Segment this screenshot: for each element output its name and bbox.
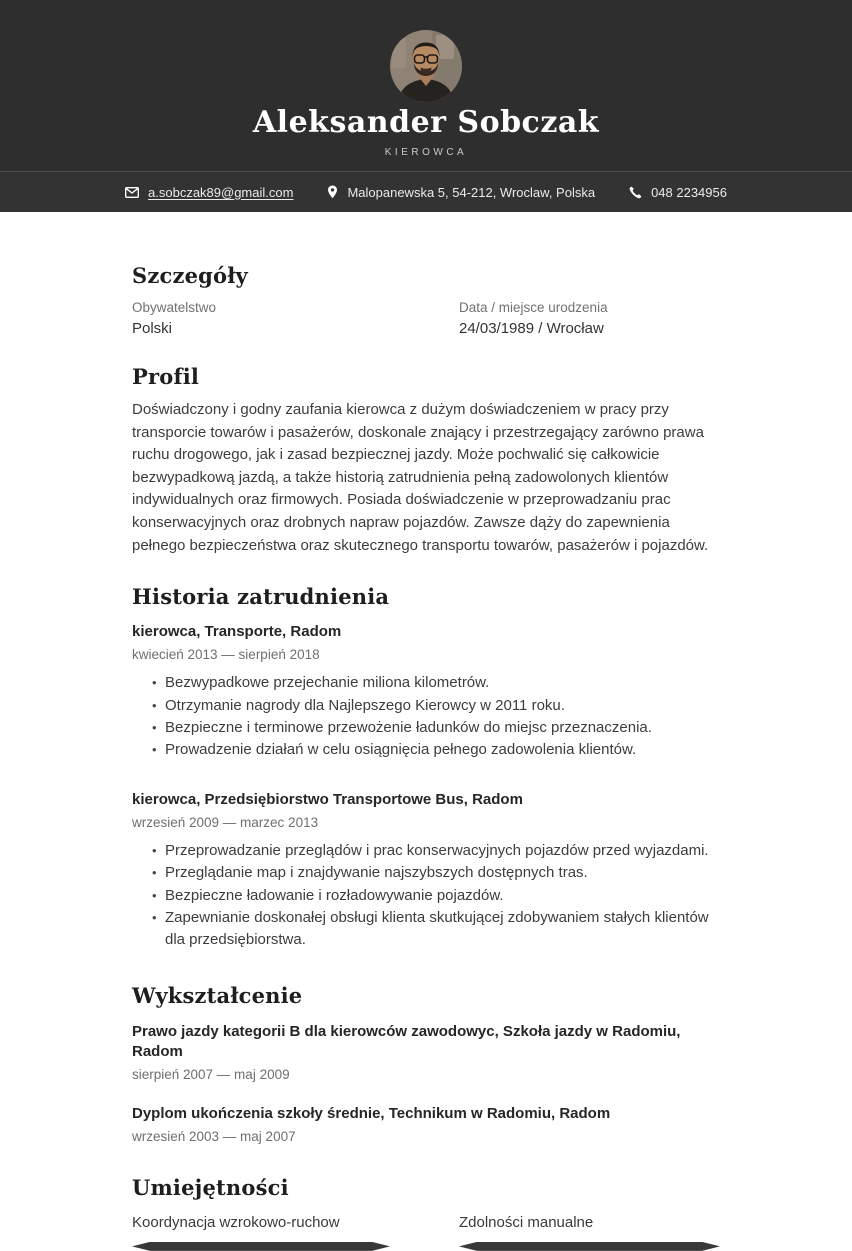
section-education: [132, 983, 720, 1144]
skill-level-fill: [459, 1242, 720, 1251]
job-title: kierowca, Transporte, Radom: [132, 623, 342, 641]
job-bullet-list: [152, 672, 720, 762]
skills-heading: Umiejętności: [132, 1174, 289, 1200]
contact-phone: [629, 185, 727, 200]
nationality-label: Obywatelstwo: [132, 300, 217, 315]
detail-nationality: [132, 300, 459, 337]
job-dates: wrzesień 2009 — marzec 2013: [132, 814, 319, 830]
skill-item: [132, 1214, 390, 1251]
education-dates: sierpień 2007 — maj 2009: [132, 1066, 290, 1082]
skill-level-bar: [132, 1242, 390, 1251]
section-employment: [132, 584, 720, 952]
education-entry: [132, 1104, 720, 1144]
education-entry: [132, 1022, 720, 1082]
job-bullet: • Bezpieczne i terminowe przewożenie ładunków do miejsc przeznaczenia.: [152, 717, 720, 739]
job-bullet: • Bezpieczne ładowanie i rozładowywanie pojazdów.: [152, 885, 720, 907]
header: [0, 0, 852, 171]
avatar: [390, 30, 462, 102]
job-bullet: • Prowadzenie działań w celu osiągnięcia pełnego zadowolenia klientów.: [152, 739, 720, 761]
details-heading: Szczegóły: [132, 263, 248, 288]
details-grid: [132, 300, 720, 337]
skill-level-bar: [459, 1242, 720, 1251]
skills-grid: [132, 1214, 720, 1251]
education-heading: Wykształcenie: [132, 982, 303, 1008]
skill-level-fill: [132, 1242, 390, 1251]
profile-heading: Profil: [132, 364, 200, 389]
avatar-photo-illustration: [390, 30, 462, 102]
address-text: Malopanewska 5, 54-212, Wroclaw, Polska: [347, 184, 596, 200]
job-bullet: • Bezwypadkowe przejechanie miliona kilometrów.: [152, 672, 720, 694]
email-icon: [125, 187, 139, 198]
profile-text: Doświadczony i godny zaufania kierowca z dużym doświadczeniem w pracy przy transporcie towarów i pasażerów, doskonale znający i przestrzegający zarówno prawa ruchu drogowego, jak i zasad bezpiecznej jazdy. Może pochwalić się całkowicie bezwypadkową jazdą, a także historią zatrudnienia pełną zadowolonych klientów indywidualnych oraz firmowych. Posiada doświadczenie w przeprowadzaniu prac konserwacyjnych oraz drobnych napraw pojazdów. Zawsze dąży do zapewnienia pełnego bezpieczeństwa oraz skutecznego transportu towarów, pasażerów i pojazdów.: [132, 401, 709, 554]
phone-icon: [629, 186, 642, 199]
education-title: Dyplom ukończenia szkoły średnie, Technikum w Radomiu, Radom: [132, 1104, 611, 1122]
birth-value: 24/03/1989 / Wrocław: [459, 320, 604, 337]
contact-address: [327, 185, 595, 200]
job-entry: [132, 622, 720, 762]
employment-heading: Historia zatrudnienia: [132, 584, 390, 610]
person-name: Aleksander Sobczak: [252, 105, 600, 140]
section-profile: [132, 364, 720, 557]
job-bullet: • Przeprowadzanie przeglądów i prac konserwacyjnych pojazdów przed wyjazdami.: [152, 840, 720, 862]
job-title: kierowca, Przedsiębiorstwo Transportowe Bus, Radom: [132, 790, 523, 808]
contact-email: [125, 185, 293, 200]
birth-label: Data / miejsce urodzenia: [459, 300, 608, 315]
skill-name: Koordynacja wzrokowo-ruchow: [132, 1213, 340, 1231]
job-dates: kwiecień 2013 — sierpień 2018: [132, 647, 320, 663]
detail-birth: [459, 300, 720, 337]
education-dates: wrzesień 2003 — maj 2007: [132, 1128, 296, 1144]
section-skills: [132, 1175, 720, 1251]
job-bullet: • Przeglądanie map i znajdywanie najszybszych dostępnych tras.: [152, 862, 720, 884]
nationality-value: Polski: [132, 320, 173, 337]
phone-text: 048 2234956: [651, 184, 727, 200]
skill-item: [459, 1214, 720, 1251]
person-job-title: KIEROWCA: [384, 147, 468, 158]
job-bullet-list: [152, 840, 720, 952]
email-link[interactable]: a.sobczak89@gmail.com: [148, 184, 294, 200]
location-pin-icon: [327, 185, 338, 199]
job-bullet: • Otrzymanie nagrody dla Najlepszego Kierowcy w 2011 roku.: [152, 695, 720, 717]
job-bullet: • Zapewnianie doskonałej obsługi klienta skutkującej zdobywaniem stałych klientów dla przedsiębiorstwa.: [152, 907, 720, 952]
section-details: [132, 263, 720, 337]
education-title: Prawo jazdy kategorii B dla kierowców zawodowyc, Szkoła jazdy w Radomiu, Radom: [132, 1022, 681, 1060]
resume-body: [0, 212, 852, 1251]
skill-name: Zdolności manualne: [459, 1213, 594, 1231]
job-entry: [132, 790, 720, 952]
contact-bar: [0, 171, 852, 212]
